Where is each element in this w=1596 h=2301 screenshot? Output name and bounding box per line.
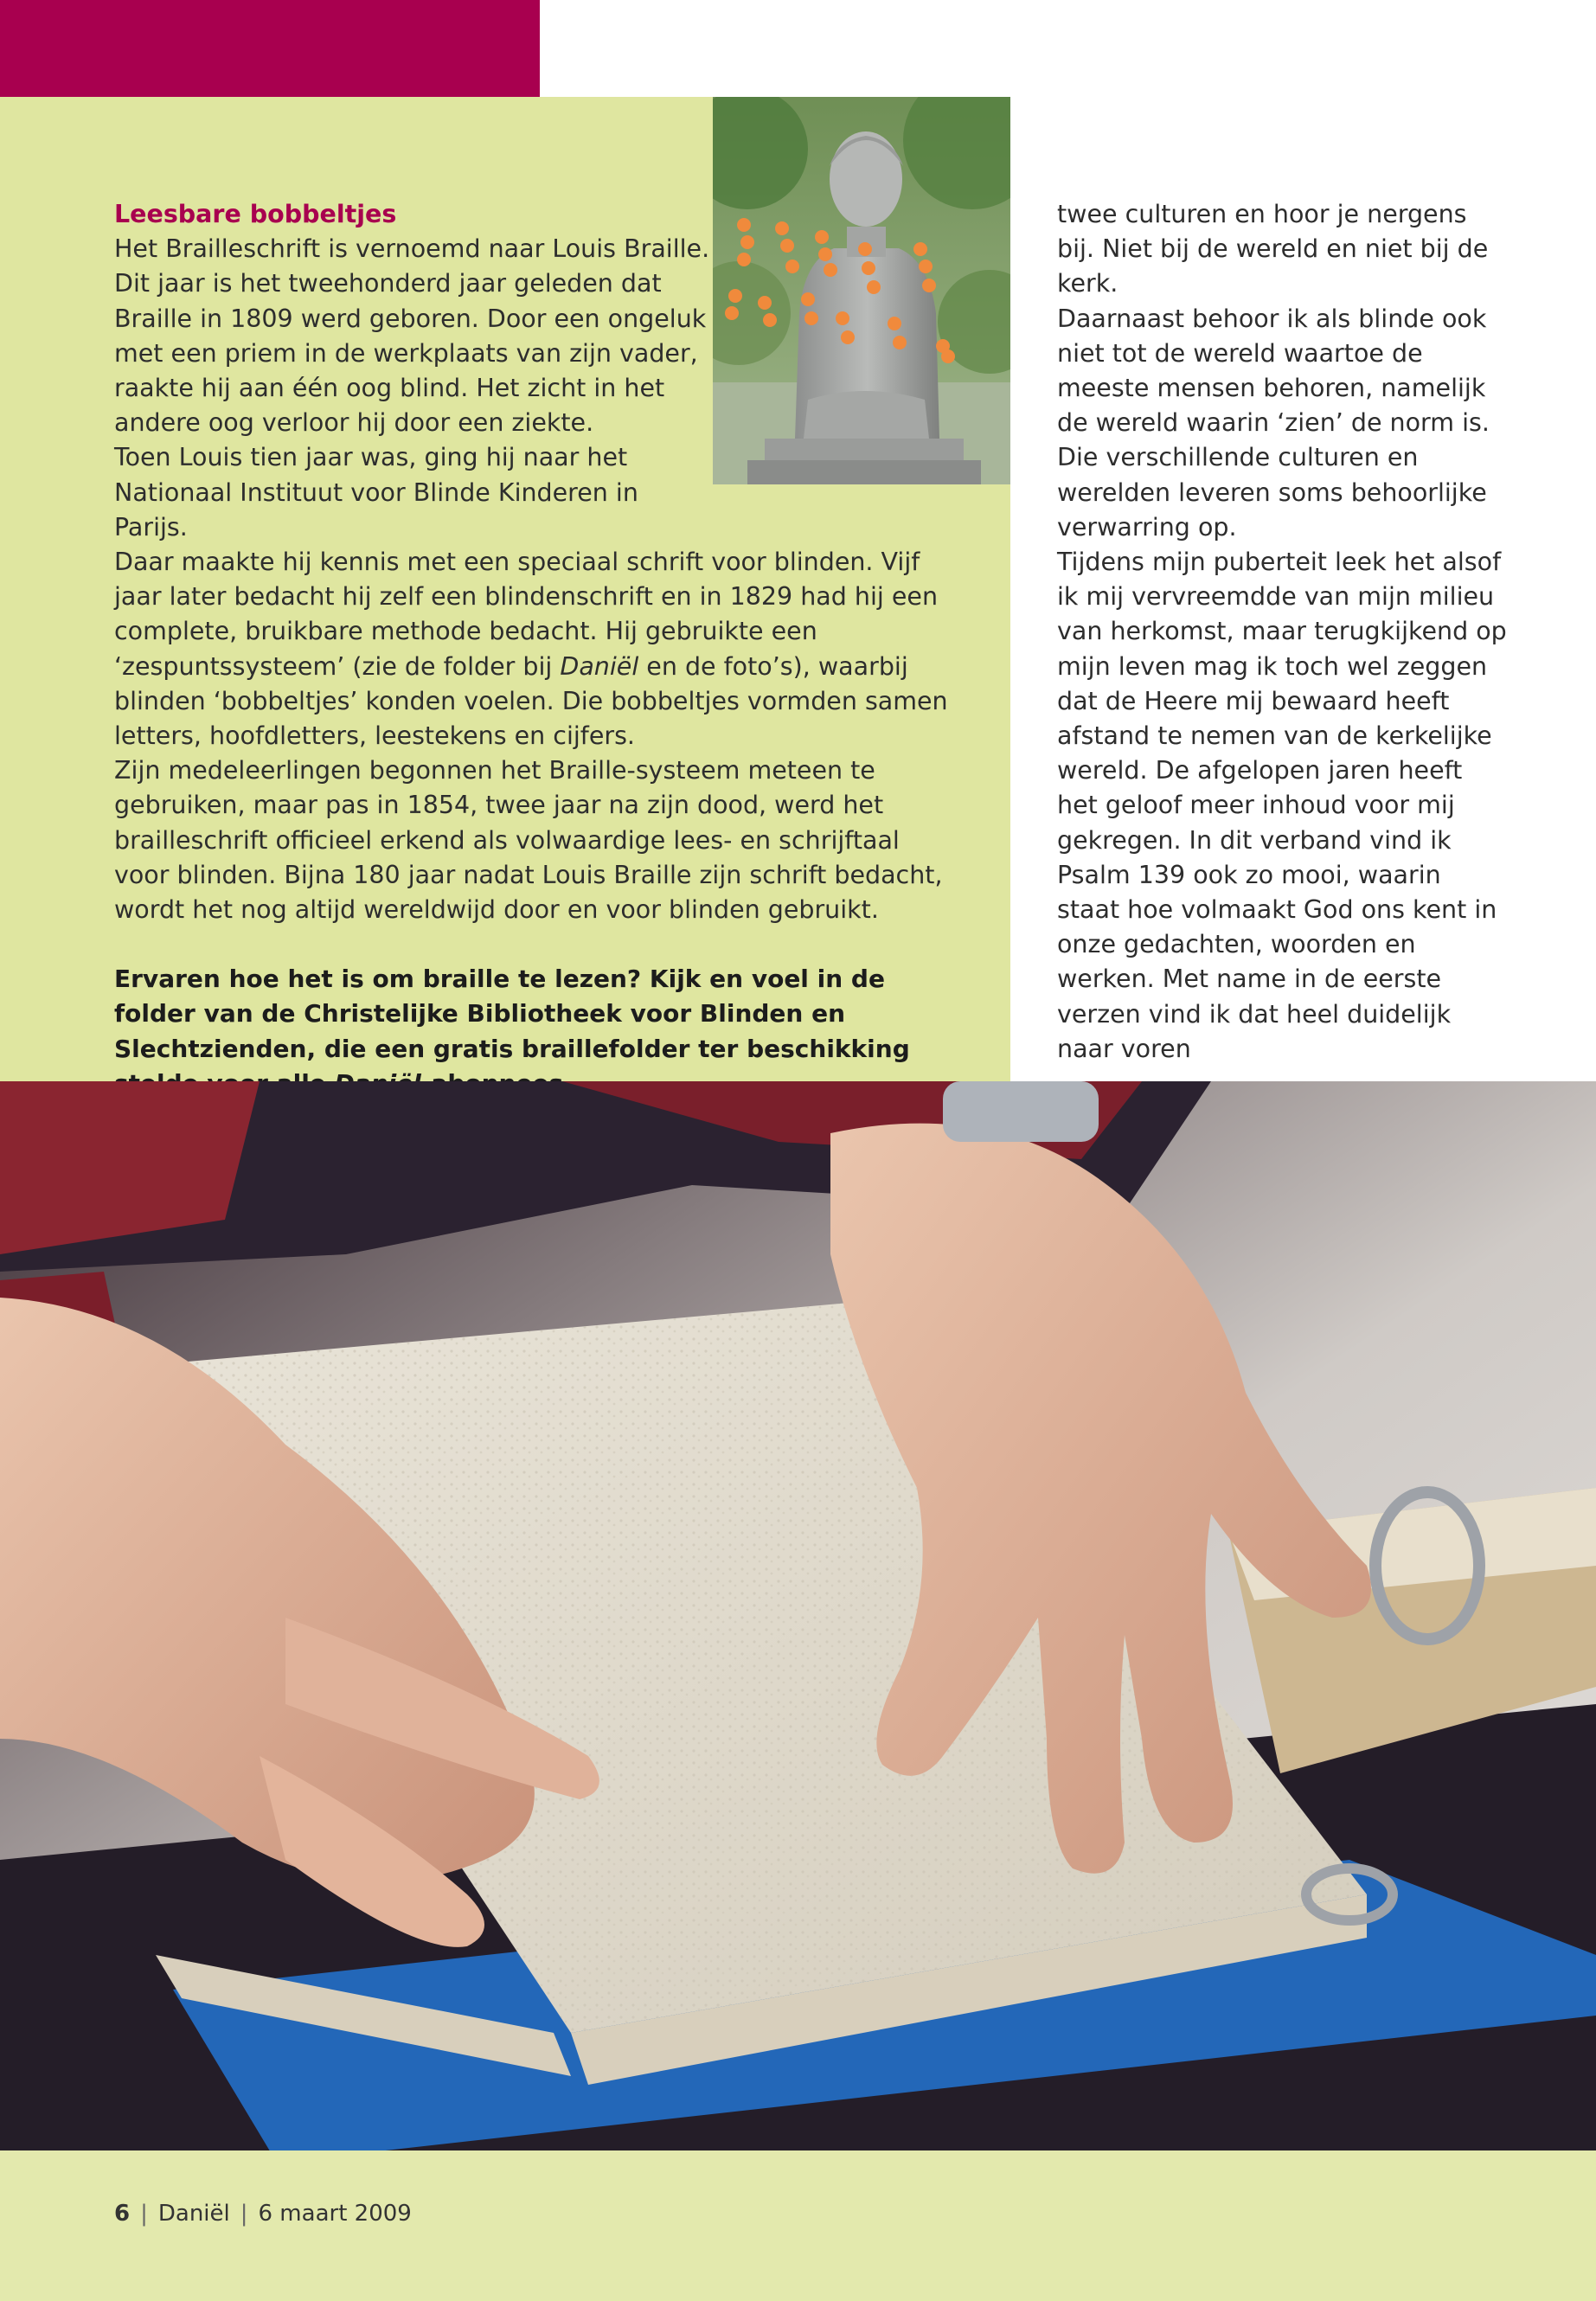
- page-number: 6: [114, 2201, 131, 2227]
- footer-separator: |: [140, 2201, 148, 2227]
- braille-reading-photo: [0, 1081, 1596, 2150]
- article-paragraph-2: Toen Louis tien jaar was, ging hij naar het Nationaal Instituut voor Blinde Kinderen in Parijs.: [114, 443, 638, 542]
- article-heading: Leesbare bobbeltjes: [114, 200, 397, 228]
- article-paragraph-4: Zijn medeleerlingen begonnen het Braille-systeem meteen te gebruiken, maar pas in 1854, twee jaar na zijn dood, werd het brailleschrift officieel erkend als volwaardige lees- en schrijftaal voor blinden. Bijna 180 jaar nadat Louis Braille zijn schrift bedacht, wordt het nog altijd wereldwijd door en voor blinden gebruikt.: [114, 756, 943, 925]
- footer-separator: |: [240, 2201, 248, 2227]
- magazine-title-italic: Daniël: [560, 651, 639, 681]
- header-color-band: [0, 0, 540, 97]
- issue-date: 6 maart 2009: [258, 2201, 412, 2227]
- page-footer: [0, 2150, 1596, 2301]
- article-callout: Ervaren hoe het is om braille te lezen? Kijk en voel in de folder van de Christelijke Bibliotheek voor Blinden en Slechtzienden, die een gratis braillefolder ter beschikking: [114, 962, 962, 1101]
- article-left-column: [114, 197, 962, 1101]
- right-paragraph-3: Tijdens mijn puberteit leek het alsof ik mij vervreemdde van mijn milieu van herkomst, maar terugkijkend op mijn leven mag ik toch wel zeggen dat de Heere mij bewaard heeft afstand te nemen van de kerkelijke wereld. De afgelopen jaren heeft het geloof meer inhoud voor mij gekregen. In dit verband vind ik Psalm 139 ook zo mooi, waarin staat hoe volmaakt God ons kent in onze gedachten, woorden en werken. Met name in de eerste verzen vind ik dat heel duidelijk naar voren: [1057, 548, 1507, 1063]
- magazine-name: Daniël: [157, 2201, 230, 2227]
- article-paragraph-1: Het Brailleschrift is vernoemd naar Louis Braille. Dit jaar is het tweehonderd jaar geleden dat Braille in 1809 werd geboren. Door een ongeluk met een priem in de werkplaats van zijn vader, raakte hij aan één oog blind. Het zicht in het andere oog verloor hij door een ziekte.: [114, 234, 710, 438]
- article-paragraph-3: Daar maakte hij kennis met een speciaal schrift voor blinden. Vijf jaar later bedacht hij zelf een blindenschrift en in 1829 had hij een complete, bruikbare methode bedacht. Hij gebruikte een ‘zespuntssysteem’ (zie de folder bij Daniël en de foto’s), waarbij blinden ‘bobbeltjes’ konden voelen. Die bobbeltjes vormden samen letters, hoofdletters, leestekens en cijfers.: [114, 548, 948, 751]
- footer-line: [114, 2201, 412, 2227]
- right-paragraph-2: Daarnaast behoor ik als blinde ook niet tot de wereld waartoe de meeste mensen behoren, namelijk de wereld waarin ‘zien’ de norm is. Die verschillende culturen en werelden leveren soms behoorlijke verwarring op.: [1057, 304, 1490, 542]
- right-paragraph-1: twee culturen en hoor je nergens bij. Niet bij de wereld en niet bij de kerk.: [1057, 200, 1489, 298]
- article-right-column: [1057, 197, 1507, 1067]
